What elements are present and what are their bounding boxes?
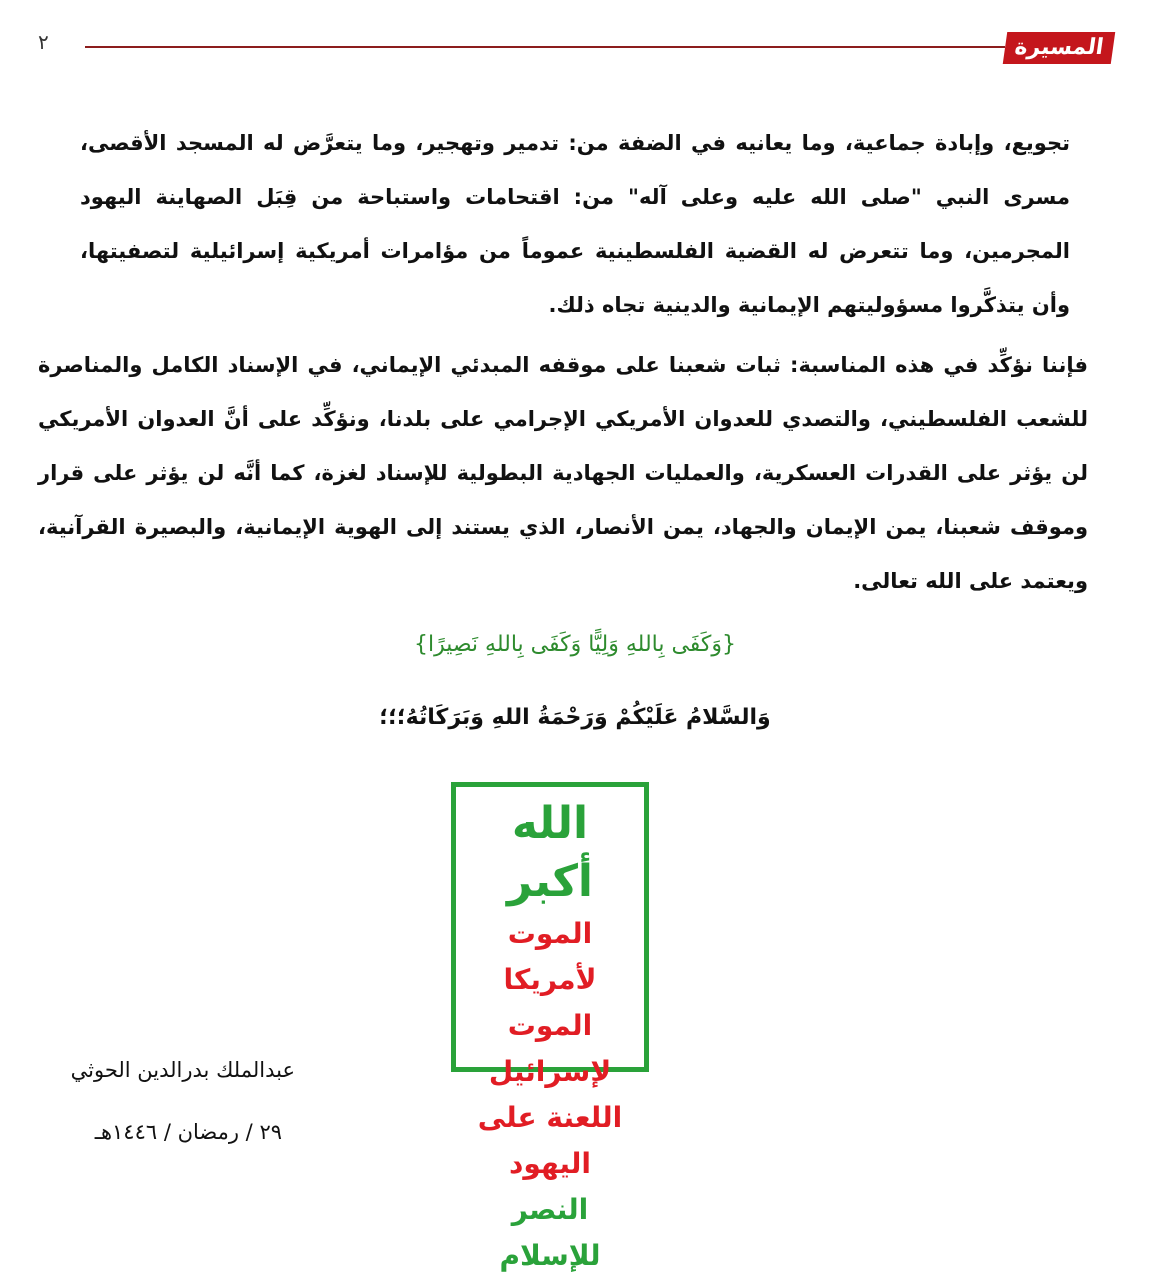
paragraph-1: تجويع، وإبادة جماعية، وما يعانيه في الضفة من: تدمير وتهجير، وما يتعرَّض له المسجد الأقصى، مسرى النبي "صلى الله عليه وعلى آله" من: اقتحامات واستباحة من قِبَل الصهاينة اليهود المجرمين، وما تتعرض له القضية الفلسطينية عموماً من مؤامرات أمريكية إسرائيلية لتصفيتها، وأن يتذكَّروا مسؤوليتهم الإيمانية والدينية تجاه ذلك. <box>80 131 1070 317</box>
date: ٢٩ / رمضان / ١٤٤٦هـ <box>94 1120 282 1144</box>
emblem-line-4: اللعنة على اليهود <box>477 1101 623 1180</box>
page-header <box>0 0 1150 80</box>
header-rule <box>85 46 1005 48</box>
quran-verse: {وَكَفَى بِاللهِ وَلِيًّا وَكَفَى بِاللهِ نَصِيرًا} <box>413 632 737 657</box>
closing-salam: وَالسَّلامُ عَلَيْكُمْ وَرَحْمَةُ اللهِ وَبَرَكَاتُهُ؛؛؛ <box>379 705 771 730</box>
emblem-line-3: الموت لإسرائيل <box>488 1009 612 1088</box>
almasirah-logo: المسيرة <box>1003 32 1115 64</box>
emblem-line-1: الله أكبر <box>506 798 593 907</box>
emblem-line-2: الموت لأمريكا <box>503 917 597 996</box>
signature: عبدالملك بدرالدين الحوثي <box>70 1058 295 1082</box>
sarkha-emblem <box>451 782 649 1272</box>
emblem-line-5: النصر للإسلام <box>499 1193 601 1272</box>
paragraph-2: فإننا نؤكِّد في هذه المناسبة: ثبات شعبنا على موقفه المبدئي الإيماني، في الإسناد الكامل والمناصرة للشعب الفلسطيني، والتصدي للعدوان الأمريكي الإجرامي على بلدنا، ونؤكِّد على أنَّ العدوان الأمريكي لن يؤثر على القدرات العسكرية، والعمليات الجهادية البطولية للإسناد لغزة، كما أنَّه لن يؤثر على قرار وموقف شعبنا، يمن الإيمان والجهاد، يمن الأنصار، الذي يستند إلى الهوية الإيمانية، والبصيرة القرآنية، ويعتمد على الله تعالى. <box>38 353 1088 593</box>
page-number: ٢ <box>38 30 49 54</box>
